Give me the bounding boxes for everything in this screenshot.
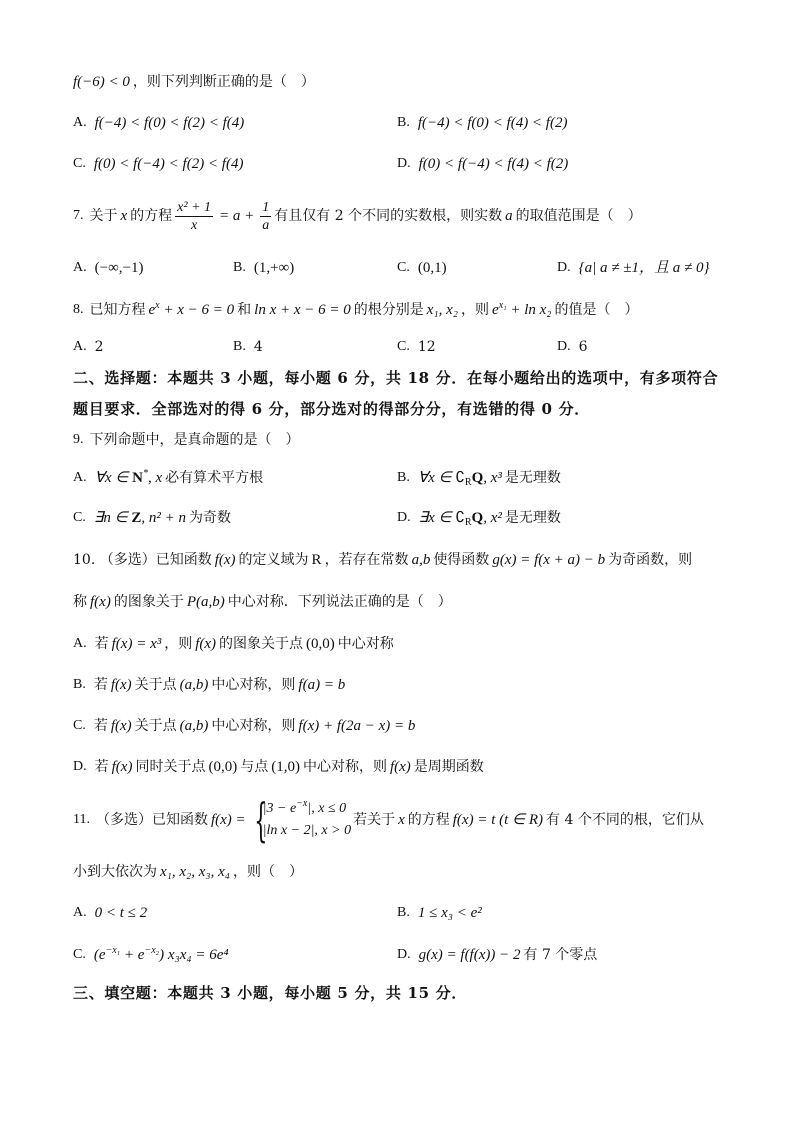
q11-text: ，则（ ） — [233, 864, 303, 880]
question-number: 9. — [73, 432, 84, 447]
option-math: 1 ≤ x₃ < e² — [417, 905, 482, 921]
option-text: 是无理数 — [504, 510, 561, 526]
q6-option-c — [73, 154, 246, 174]
option-value: 4 — [253, 339, 263, 355]
complement-universe: R — [464, 517, 472, 528]
quantifier: ∀x ∈ — [94, 470, 133, 486]
option-label: C. — [73, 947, 86, 962]
q11-text-4: 有 4 个不同的根，它们从 — [546, 812, 704, 828]
q11-option-b — [397, 903, 485, 923]
q10-stem-line-1 — [73, 550, 692, 570]
option-label: B. — [397, 905, 410, 920]
option-math: f(x) — [111, 759, 133, 775]
piecewise-rows — [263, 798, 351, 842]
number-set: N — [132, 470, 143, 486]
option-label: A. — [73, 115, 87, 130]
option-math: f(−4) < f(0) < f(4) < f(2) — [417, 115, 568, 131]
option-math: (1,+∞) — [253, 260, 295, 276]
q10-math: f(x) — [90, 594, 111, 610]
q11-option-c — [73, 945, 232, 965]
option-math — [94, 508, 189, 528]
option-math — [418, 468, 505, 488]
option-text: 若 — [94, 636, 109, 652]
option-math — [95, 468, 166, 488]
math-rest: , x² — [483, 510, 502, 526]
q10-option-b — [73, 675, 348, 695]
math-rest: , n² + n — [141, 510, 187, 526]
q7-var-a: a — [505, 208, 513, 224]
question-number: 7. — [73, 208, 84, 223]
math-part: (e — [93, 947, 106, 963]
option-text: 中心对称，则 — [302, 759, 387, 775]
math-part: ) x₃x₄ = 6e⁴ — [159, 947, 229, 963]
q7-text-3: 有且仅有 2 个不同的实数根，则实数 — [274, 208, 503, 224]
number-set: Q — [471, 510, 484, 526]
q10-option-a — [73, 634, 394, 654]
q7-stem — [73, 196, 642, 236]
q8-text-5: 的值是（ ） — [554, 302, 639, 318]
option-text: ，则 — [164, 636, 193, 652]
option-label: D. — [397, 947, 411, 962]
option-math: g(x) = f(f(x)) − 2 — [418, 947, 521, 963]
math-rest: , x³ — [483, 470, 502, 486]
option-label: D. — [397, 510, 411, 525]
q8-roots: x₁, x₂ — [426, 302, 459, 318]
row-exponent: −x — [296, 798, 308, 809]
option-math: f(x) — [389, 759, 411, 775]
q10-math: P(a,b) — [186, 594, 225, 610]
option-math: f(x) = x³ — [111, 636, 162, 652]
q10-option-d — [73, 757, 484, 777]
q10-text: 使得函数 — [433, 552, 490, 568]
option-math: (a,b) — [179, 677, 209, 693]
option-text: 中心对称，则 — [211, 677, 296, 693]
q9-option-b — [397, 468, 561, 488]
q11-text-1: （多选）已知函数 — [95, 812, 208, 828]
q10-number-and-text: 10. （多选）已知函数 — [73, 552, 212, 568]
option-math: f(x) + f(2a − x) = b — [298, 718, 416, 734]
q8-text-1: 已知方程 — [89, 302, 146, 318]
option-text: 中心对称，则 — [211, 718, 296, 734]
option-label: B. — [233, 260, 246, 275]
option-math: (0,0) — [306, 636, 335, 652]
q6-condition-math: f(−6) < 0 — [73, 74, 130, 90]
option-text: 关于点 — [134, 677, 177, 693]
piecewise-row-1 — [263, 798, 351, 820]
fraction-numerator: x² + 1 — [177, 199, 212, 215]
q11-text-3: 的方程 — [407, 812, 450, 828]
section-2-heading-line-1: 二、选择题：本题共 3 小题，每小题 6 分，共 18 分．在每小题给出的选项中，有多项符合 — [73, 369, 719, 387]
option-text: 必有算术平方根 — [165, 470, 264, 486]
option-text: 关于点 — [134, 718, 177, 734]
option-text: 中心对称 — [337, 636, 394, 652]
q10-text: 的定义域为 — [238, 552, 309, 568]
option-math: f(−4) < f(0) < f(2) < f(4) — [94, 115, 245, 131]
option-math: f(x) — [110, 718, 132, 734]
q8-option-c — [397, 337, 436, 357]
q7-option-c — [397, 258, 450, 278]
number-set: Z — [131, 510, 142, 526]
q6-option-a — [73, 113, 247, 133]
q7-fraction-1 — [175, 199, 213, 234]
math-exponent: −x₁ — [105, 945, 121, 956]
math-rest: , x — [147, 470, 163, 486]
option-text: 若 — [94, 759, 109, 775]
exp-base: e — [492, 302, 499, 318]
q7-option-a — [73, 258, 146, 278]
option-text: 与点 — [240, 759, 269, 775]
complement-symbol: ∁ — [455, 510, 465, 526]
q11-function-name: f(x) = — [210, 812, 246, 828]
option-math: (a,b) — [179, 718, 209, 734]
q6-option-d — [397, 154, 571, 174]
q7-equals: = a + — [219, 208, 255, 224]
question-number: 11. — [73, 812, 90, 827]
option-label: B. — [233, 339, 246, 354]
exp-power: x₁ — [498, 300, 507, 311]
q8-stem — [73, 300, 639, 320]
fraction-numerator: 1 — [262, 199, 270, 215]
option-math: (−∞,−1) — [94, 260, 144, 276]
option-label: C. — [73, 510, 86, 525]
option-label: A. — [73, 636, 87, 651]
q6-stem-text: ，则下列判断正确的是（ ） — [132, 74, 315, 90]
option-text: 是周期函数 — [413, 759, 484, 775]
option-math: f(0) < f(−4) < f(4) < f(2) — [418, 156, 569, 172]
option-math: f(x) — [195, 636, 217, 652]
q8-equation-1 — [146, 300, 238, 320]
fraction-denominator: a — [262, 217, 270, 233]
q8-option-a — [73, 337, 104, 357]
q8-text-3: 的根分别是 — [353, 302, 424, 318]
q10-math: R — [311, 552, 322, 568]
option-label: B. — [397, 115, 410, 130]
q10-text: 为奇函数，则 — [608, 552, 693, 568]
math-part: + e — [120, 947, 145, 963]
expression-rest: + ln x₂ — [506, 302, 552, 318]
number-set: Q — [471, 470, 484, 486]
q11-option-d — [397, 945, 597, 965]
q9-stem-text: 下列命题中，是真命题的是（ ） — [89, 432, 300, 448]
option-label: A. — [73, 905, 87, 920]
q8-text-2: 和 — [237, 302, 252, 318]
quantifier: ∃n ∈ — [93, 510, 132, 526]
option-text: 若 — [93, 718, 108, 734]
q6-option-b — [397, 113, 570, 133]
option-math: f(0) < f(−4) < f(2) < f(4) — [93, 156, 244, 172]
q9-stem — [73, 430, 300, 450]
option-math: (0,0) — [208, 759, 238, 775]
q9-option-d — [397, 508, 561, 528]
exp-power: x — [155, 300, 160, 311]
q11-var-x: x — [398, 812, 405, 828]
fraction-denominator: x — [190, 217, 198, 233]
section-3-heading: 三、填空题：本题共 3 小题，每小题 5 分，共 15 分． — [73, 984, 468, 1002]
q11-option-a — [73, 903, 150, 923]
q10-text: 的图象关于 — [113, 594, 184, 610]
option-math: f(a) = b — [298, 677, 346, 693]
q8-option-b — [233, 337, 263, 357]
exp-base: e — [148, 302, 156, 318]
quantifier: ∀x ∈ — [417, 470, 456, 486]
q8-text-4: ，则 — [461, 302, 490, 318]
q7-fraction-2 — [260, 199, 271, 234]
q10-text: 中心对称．下列说法正确的是（ ） — [227, 594, 452, 610]
set-superscript: * — [142, 468, 148, 479]
option-text: 为奇数 — [189, 510, 232, 526]
option-value: 6 — [578, 339, 588, 355]
q9-option-a — [73, 468, 263, 488]
option-value: 2 — [94, 339, 104, 355]
q8-expression — [489, 300, 555, 320]
quantifier: ∃x ∈ — [418, 510, 456, 526]
section-2-heading-line-2: 题目要求．全部选对的得 6 分，部分选对的得部分分，有选错的得 0 分． — [73, 400, 590, 418]
option-math — [419, 508, 505, 528]
option-text: 同时关于点 — [135, 759, 206, 775]
option-label: C. — [397, 260, 410, 275]
option-label: A. — [73, 260, 87, 275]
q6-stem-tail — [73, 72, 315, 92]
option-math: f(x) — [110, 677, 132, 693]
q7-option-b — [233, 258, 297, 278]
q8-option-d — [557, 337, 588, 357]
q10-stem-line-2 — [73, 592, 452, 612]
option-math: (1,0) — [271, 759, 300, 775]
option-label: C. — [73, 718, 86, 733]
q11-equation: f(x) = t (t ∈ R) — [452, 812, 544, 828]
row-expression: |3 − e — [262, 801, 297, 816]
option-label: A. — [73, 339, 87, 354]
option-math — [94, 945, 232, 965]
option-text: 有 7 个零点 — [523, 947, 598, 963]
math-exponent: −x₂ — [144, 945, 160, 956]
question-number: 8. — [73, 302, 84, 317]
option-text: 的图象关于点 — [219, 636, 304, 652]
equation-rest: + x − 6 = 0 — [159, 302, 235, 318]
option-label: D. — [557, 339, 571, 354]
q7-option-d — [557, 258, 712, 278]
option-text: 若 — [93, 677, 108, 693]
option-text: 是无理数 — [504, 470, 561, 486]
option-label: C. — [73, 156, 86, 171]
option-math: 0 < t ≤ 2 — [94, 905, 148, 921]
option-label: D. — [397, 156, 411, 171]
q11-text-2: 若关于 — [353, 812, 396, 828]
q10-math: a,b — [411, 552, 431, 568]
complement-universe: R — [464, 477, 472, 488]
q10-option-c — [73, 716, 418, 736]
q11-roots: x₁, x₂, x₃, x₄ — [160, 864, 230, 880]
q11-stem-line-2 — [73, 862, 303, 882]
option-label: A. — [73, 470, 87, 485]
q10-text: 称 — [73, 594, 87, 610]
q10-math: f(x) — [214, 552, 236, 568]
q9-option-c — [73, 508, 231, 528]
piecewise-row-2: |ln x − 2|, x > 0 — [262, 823, 352, 838]
q7-text-4: 的取值范围是（ ） — [515, 208, 642, 224]
q7-var-x: x — [120, 208, 128, 224]
option-value: 12 — [417, 339, 436, 355]
option-label: B. — [73, 677, 86, 692]
option-math: (0,1) — [417, 260, 447, 276]
q7-text-1: 关于 — [89, 208, 118, 224]
complement-symbol: ∁ — [455, 470, 465, 486]
option-label: B. — [397, 470, 410, 485]
piecewise-brace: { — [253, 793, 268, 847]
q10-math: g(x) = f(x + a) − b — [492, 552, 606, 568]
q11-stem-line-1 — [73, 793, 704, 847]
option-label: C. — [397, 339, 410, 354]
row-condition: |, x ≤ 0 — [307, 801, 347, 816]
option-label: D. — [73, 759, 87, 774]
q10-text: ，若存在常数 — [324, 552, 409, 568]
option-math: {a| a ≠ ±1，且 a ≠ 0} — [578, 260, 710, 276]
option-label: D. — [557, 260, 571, 275]
q11-text: 小到大依次为 — [73, 864, 157, 880]
q11-piecewise-function — [249, 793, 353, 847]
q7-text-2: 的方程 — [130, 208, 173, 224]
q8-equation-2: ln x + x − 6 = 0 — [254, 302, 351, 318]
